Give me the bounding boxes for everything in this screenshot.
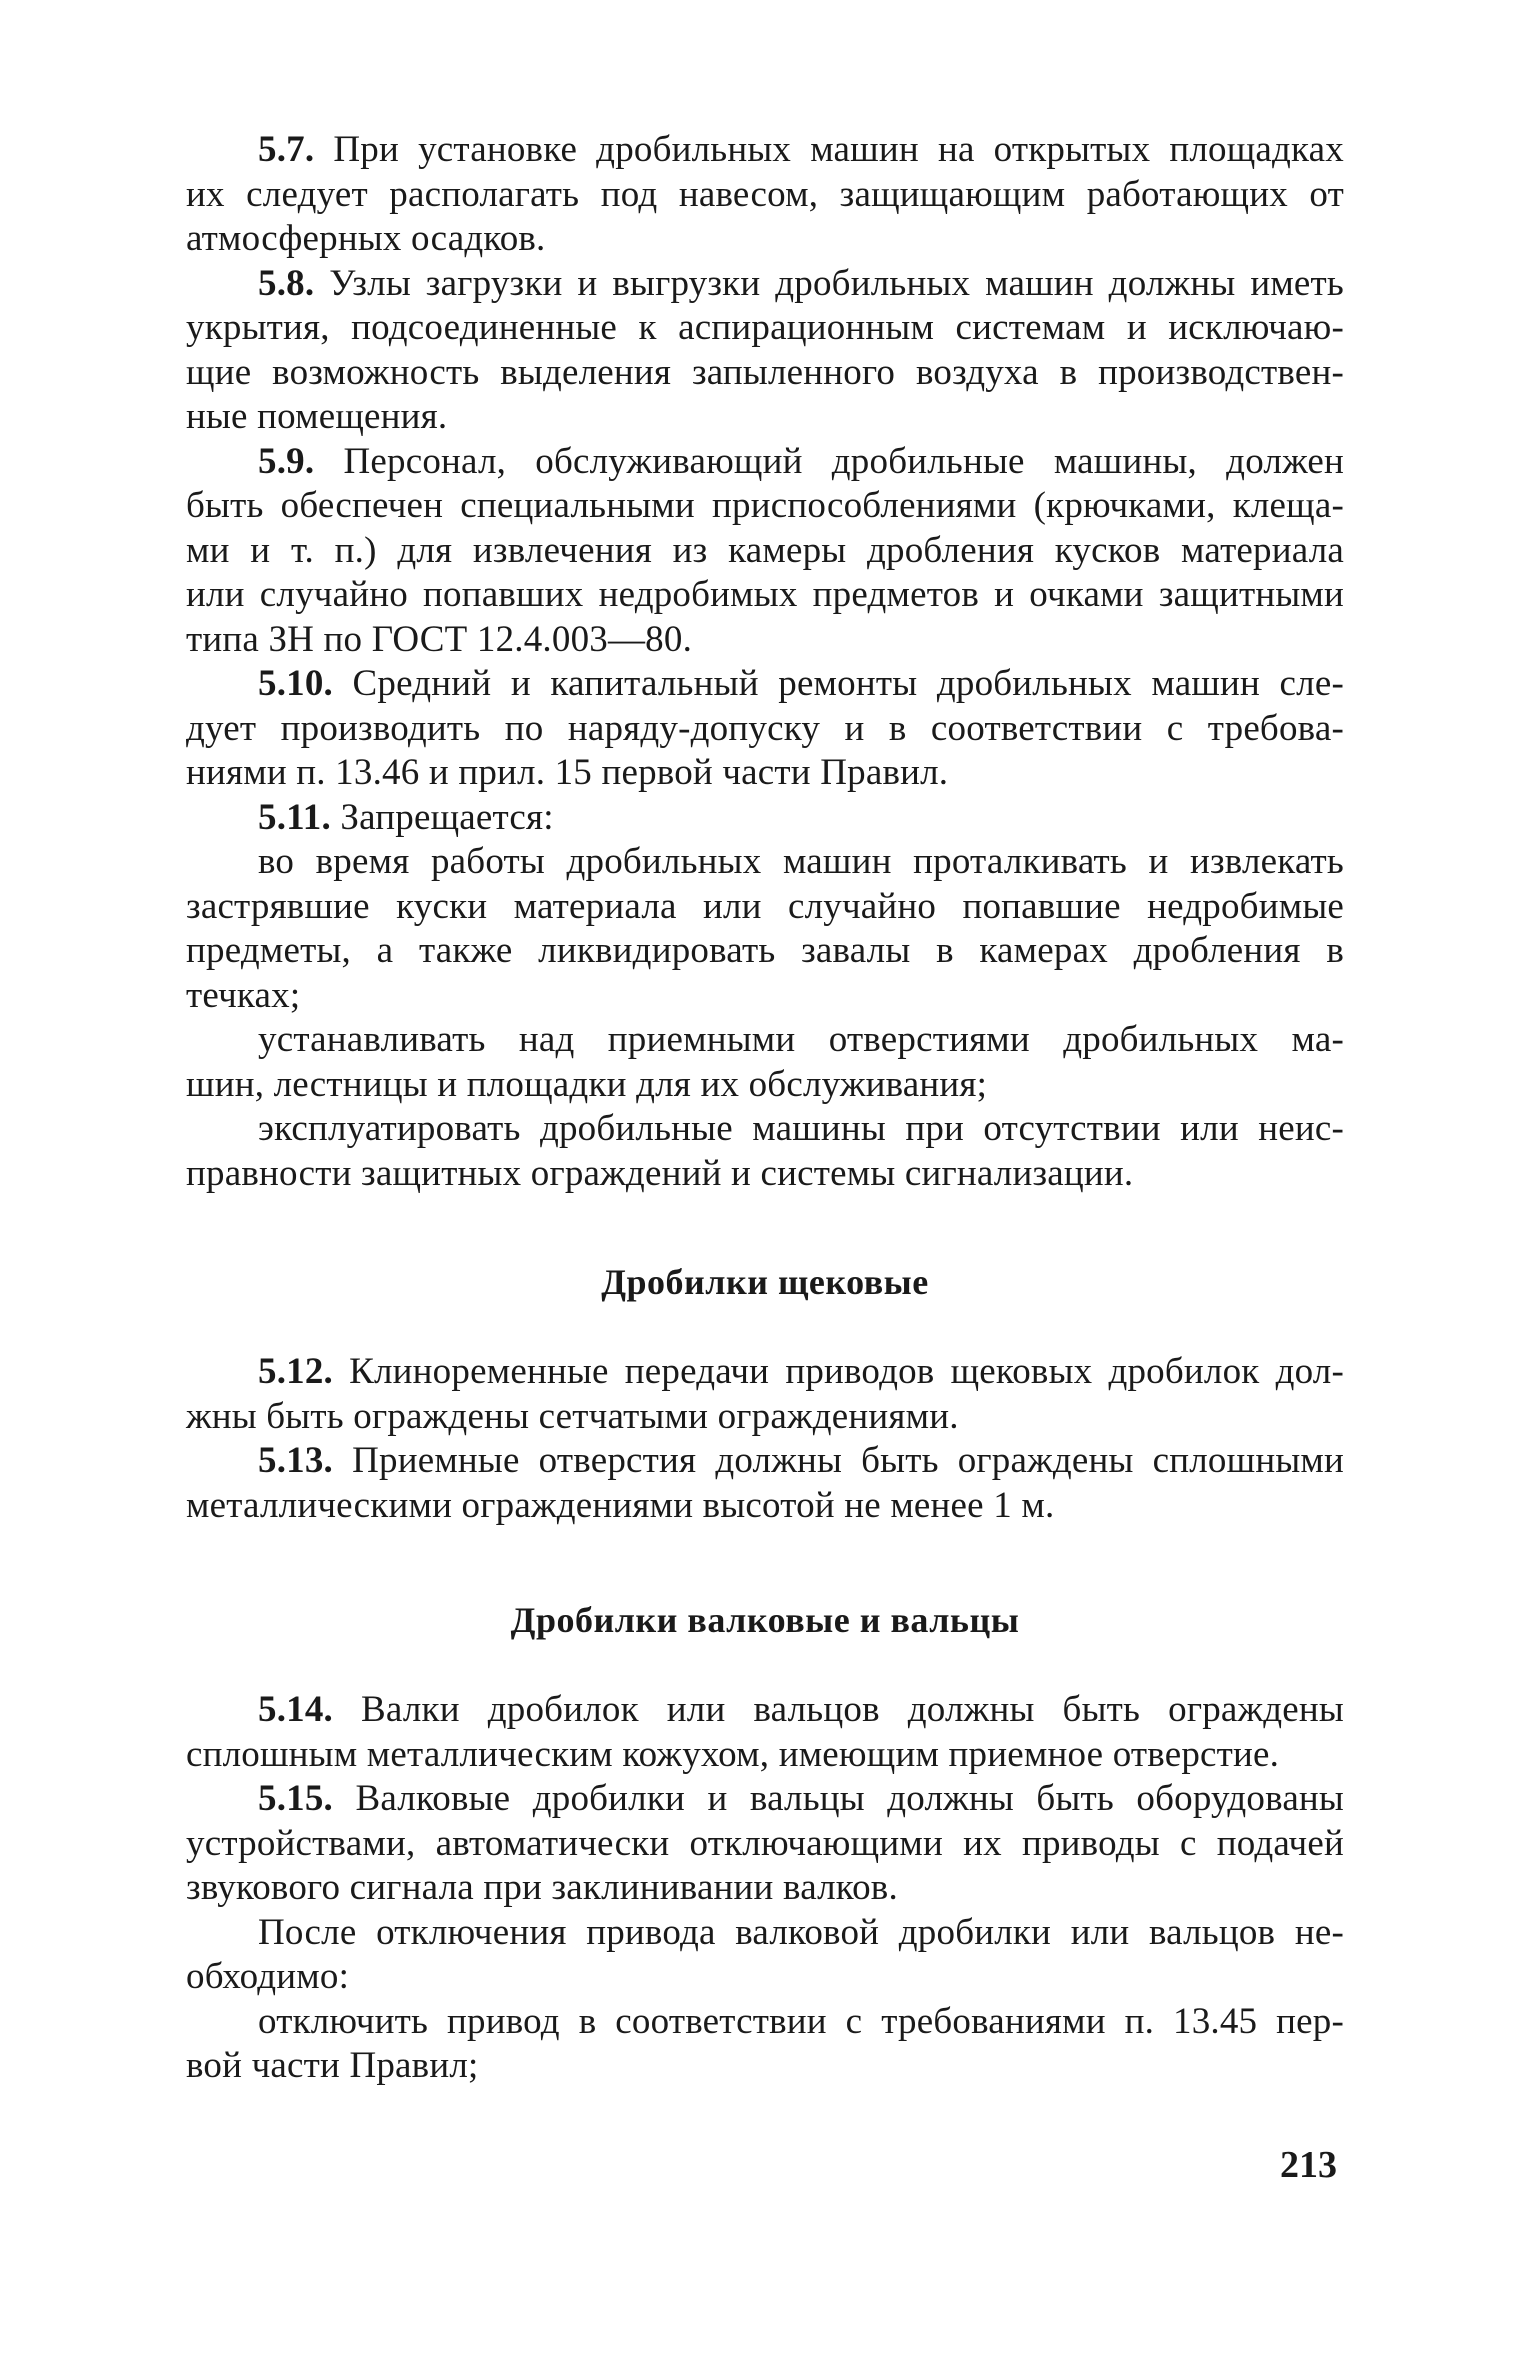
- line-text: отключить привод в соответствии с требованиями п. 13.45 пер-: [258, 2000, 1344, 2042]
- text-line: [186, 1777, 1344, 1822]
- paragraph: [186, 1350, 1344, 1439]
- line-text: шин, лестницы и площадки для их обслуживания;: [186, 1063, 988, 1105]
- paragraph: [186, 262, 1344, 440]
- text-line: [186, 751, 1344, 796]
- line-text: правности защитных ограждений и системы сигнализации.: [186, 1152, 1134, 1194]
- text-line: [186, 306, 1344, 351]
- text-line: [186, 974, 1344, 1019]
- text-line: [186, 1911, 1344, 1956]
- paragraph: [186, 1688, 1344, 1777]
- paragraph: [186, 128, 1344, 262]
- line-text: При установке дробильных машин на открытых площадках: [333, 129, 1344, 170]
- line-text: Приемные отверстия должны быть ограждены сплошными: [352, 1440, 1344, 1481]
- line-text: дует производить по наряду-допуску и в соответствии с требова-: [186, 707, 1344, 749]
- text-line: [186, 929, 1344, 974]
- text-line: [186, 2044, 1344, 2089]
- clause-number: 5.13.: [258, 1440, 333, 1481]
- text-line: [186, 1107, 1344, 1152]
- text-line: [186, 1484, 1344, 1529]
- paragraph: [186, 1018, 1344, 1107]
- line-text: ниями п. 13.46 и прил. 15 первой части Правил.: [186, 752, 949, 793]
- line-text: предметы, а также ликвидировать завалы в камерах дробления в: [186, 930, 1344, 971]
- text-line: [186, 1439, 1344, 1484]
- document-page: [186, 128, 1344, 2089]
- text-line: [186, 573, 1344, 618]
- line-text: быть обеспечен специальными приспособлениями (крючками, клеща-: [186, 485, 1344, 526]
- line-text: После отключения привода валковой дробилки или вальцов не-: [258, 1911, 1344, 1953]
- heading-jaw-crushers: Дробилки щековые: [601, 1262, 929, 1302]
- text-line: [186, 2000, 1344, 2045]
- text-line: [186, 1822, 1344, 1867]
- line-text: типа ЗН по ГОСТ 12.4.003—80.: [186, 618, 693, 660]
- line-text: Клиноременные передачи приводов щековых дробилок дол-: [349, 1351, 1344, 1392]
- text-line: [186, 1955, 1344, 2000]
- line-text: обходимо:: [186, 1956, 350, 1997]
- text-line: [186, 529, 1344, 574]
- line-text: Узлы загрузки и выгрузки дробильных машин должны иметь: [329, 262, 1344, 304]
- text-line: [186, 440, 1344, 485]
- paragraph: [186, 2000, 1344, 2089]
- clause-number: 5.11.: [258, 796, 331, 838]
- line-text: щие возможность выделения запыленного воздуха в производствен-: [186, 351, 1344, 393]
- line-text: жны быть ограждены сетчатыми ограждениями.: [186, 1395, 959, 1437]
- clause-number: 5.9.: [258, 440, 315, 482]
- paragraph: [186, 796, 1344, 841]
- text-line: [186, 484, 1344, 529]
- text-line: [186, 618, 1344, 663]
- text-line: [186, 1152, 1344, 1197]
- paragraph: [186, 662, 1344, 796]
- text-line: [186, 1688, 1344, 1733]
- text-line: [186, 1063, 1344, 1108]
- line-text: вой части Правил;: [186, 2045, 479, 2086]
- clause-number: 5.7.: [258, 129, 315, 170]
- paragraph: [186, 840, 1344, 1018]
- section-roll-crushers: [186, 1688, 1344, 2089]
- text-line: [186, 1018, 1344, 1063]
- line-text: металлическими ограждениями высотой не менее 1 м.: [186, 1484, 1055, 1526]
- line-text: устройствами, автоматически отключающими их приводы с подачей: [186, 1822, 1344, 1864]
- text-line: [186, 796, 1344, 841]
- text-line: [186, 885, 1344, 930]
- line-text: ми и т. п.) для извлечения из камеры дробления кусков материала: [186, 529, 1344, 571]
- line-text: сплошным металлическим кожухом, имеющим приемное отверстие.: [186, 1733, 1280, 1775]
- clause-number: 5.15.: [258, 1778, 333, 1819]
- line-text: эксплуатировать дробильные машины при отсутствии или неис-: [258, 1108, 1344, 1149]
- line-text: их следует располагать под навесом, защищающим работающих от: [186, 173, 1344, 215]
- text-line: [186, 1733, 1344, 1778]
- line-text: или случайно попавших недробимых предметов и очками защитными: [186, 574, 1344, 615]
- text-line: [186, 173, 1344, 218]
- heading-roll-crushers: Дробилки валковые и вальцы: [510, 1600, 1020, 1640]
- line-text: звукового сигнала при заклинивании валков.: [186, 1867, 898, 1908]
- text-line: [186, 128, 1344, 173]
- section-jaw-crushers: [186, 1350, 1344, 1528]
- clause-number: 5.8.: [258, 262, 315, 304]
- line-text: Валковые дробилки и вальцы должны быть оборудованы: [355, 1778, 1344, 1819]
- page-number: 213: [1280, 2144, 1337, 2186]
- clause-number: 5.10.: [258, 663, 333, 704]
- text-line: [186, 351, 1344, 396]
- paragraph: [186, 1911, 1344, 2000]
- text-line: [186, 1350, 1344, 1395]
- paragraph: [186, 1439, 1344, 1528]
- text-line: [186, 217, 1344, 262]
- clause-number: 5.14.: [258, 1689, 333, 1730]
- paragraph: [186, 1107, 1344, 1196]
- line-text: Средний и капитальный ремонты дробильных машин сле-: [352, 663, 1344, 704]
- line-text: укрытия, подсоединенные к аспирационным системам и исключаю-: [186, 307, 1344, 348]
- text-line: [186, 662, 1344, 707]
- line-text: Валки дробилок или вальцов должны быть ограждены: [361, 1689, 1344, 1730]
- text-line: [186, 1866, 1344, 1911]
- clause-number: 5.12.: [258, 1351, 333, 1392]
- line-text: во время работы дробильных машин проталкивать и извлекать: [258, 841, 1344, 882]
- paragraph: [186, 1777, 1344, 1911]
- line-text: застрявшие куски материала или случайно попавшие недробимые: [186, 885, 1344, 927]
- line-text: течках;: [186, 974, 301, 1016]
- text-line: [186, 1395, 1344, 1440]
- text-line: [186, 395, 1344, 440]
- text-line: [186, 707, 1344, 752]
- text-line: [186, 262, 1344, 307]
- section-general-requirements: [186, 128, 1344, 1196]
- line-text: ные помещения.: [186, 396, 448, 437]
- line-text: атмосферных осадков.: [186, 218, 546, 259]
- line-text: Запрещается:: [340, 796, 554, 838]
- line-text: устанавливать над приемными отверстиями дробильных ма-: [258, 1019, 1344, 1060]
- paragraph: [186, 440, 1344, 663]
- text-line: [186, 840, 1344, 885]
- line-text: Персонал, обслуживающий дробильные машины, должен: [343, 440, 1344, 482]
